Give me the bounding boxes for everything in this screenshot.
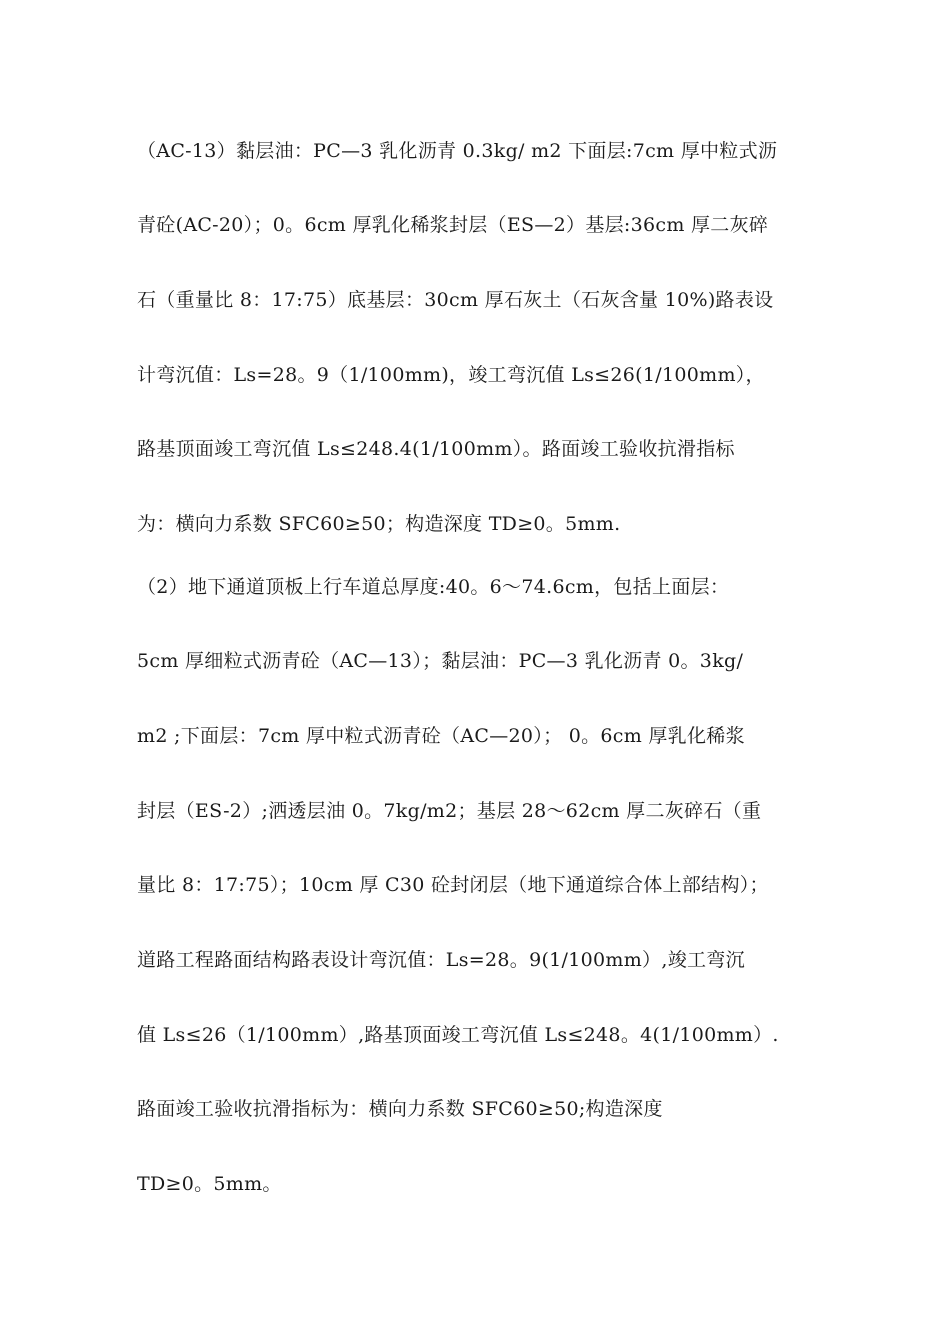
text-line-14: 路面竣工验收抗滑指标为：横向力系数 SFC60≥50;构造深度	[137, 1098, 663, 1120]
text-line-3: 石（重量比 8：17:75）底基层：30cm 厚石灰土（石灰含量 10%)路表设	[137, 289, 774, 311]
text-line-8: 5cm 厚细粒式沥青砼（AC—13）；黏层油：PC—3 乳化沥青 0。3kg/	[137, 650, 744, 672]
text-line-12: 道路工程路面结构路表设计弯沉值：Ls=28。9(1/100mm）,竣工弯沉	[137, 949, 745, 971]
text-line-7: （2）地下通道顶板上行车道总厚度:40。6～74.6cm，包括上面层：	[137, 576, 730, 598]
text-line-5: 路基顶面竣工弯沉值 Ls≤248.4(1/100mm）。路面竣工验收抗滑指标	[137, 438, 735, 460]
text-line-15: TD≥0。5mm。	[137, 1173, 282, 1195]
text-line-9: m2 ;下面层：7cm 厚中粒式沥青砼（AC—20）； 0。6cm 厚乳化稀浆	[137, 725, 745, 747]
text-line-2: 青砼(AC-20）；0。6cm 厚乳化稀浆封层（ES—2）基层:36cm 厚二灰碎	[137, 214, 769, 236]
text-line-4: 计弯沉值：Ls=28。9（1/100mm)，竣工弯沉值 Ls≤26(1/100mm），	[137, 364, 765, 386]
text-line-11: 量比 8：17:75）；10cm 厚 C30 砼封闭层（地下通道综合体上部结构）；	[137, 874, 769, 896]
text-line-10: 封层（ES-2）;洒透层油 0。7kg/m2；基层 28～62cm 厚二灰碎石（重	[137, 800, 762, 822]
text-line-1: （AC-13）黏层油：PC—3 乳化沥青 0.3kg/ m2 下面层:7cm 厚中粒式沥	[137, 140, 778, 162]
text-line-6: 为：横向力系数 SFC60≥50；构造深度 TD≥0。5mm.	[137, 513, 621, 535]
text-line-13: 值 Ls≤26（1/100mm）,路基顶面竣工弯沉值 Ls≤248。4(1/100mm）.	[137, 1024, 779, 1046]
